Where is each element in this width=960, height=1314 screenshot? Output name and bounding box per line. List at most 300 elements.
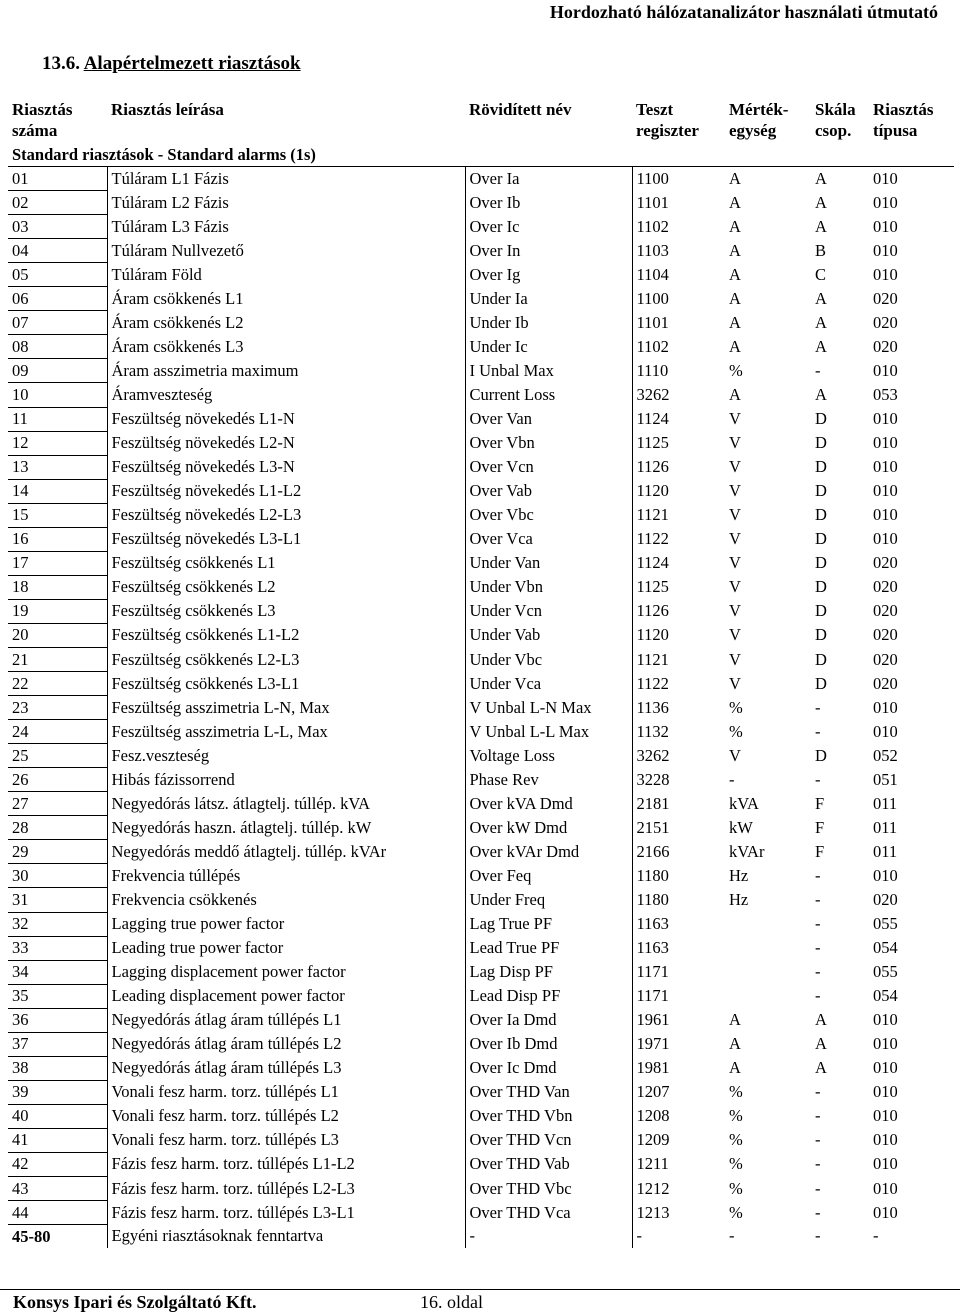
cell-alarm-description: Feszültség asszimetria L-L, Max [107,720,465,744]
cell-alarm-type: 055 [873,914,898,934]
cell-unit: V [729,457,741,477]
cell-alarm-number: 02 [8,191,107,215]
cell-scale-group: - [815,697,821,717]
cell-test-register: 1101 [632,191,725,215]
cell-scale-group: A [815,312,827,332]
cell-scale-group: A [815,288,827,308]
cell-unit: V [729,673,741,693]
cell-unit: V [729,529,741,549]
cell-scale-group: D [815,409,827,429]
table-row [8,431,954,455]
cell-alarm-type: 010 [873,1082,898,1102]
cell-alarm-description: Negyedórás átlag áram túllépés L1 [107,1008,465,1032]
table-row [8,888,954,912]
cell-alarm-type: 010 [873,505,898,525]
table-row [8,503,954,527]
table-row [8,984,954,1008]
cell-alarm-type: 020 [873,312,898,332]
cell-alarm-description: Feszültség növekedés L2-N [107,431,465,455]
cell-alarm-type: 020 [873,577,898,597]
table-row [8,1080,954,1104]
table-row [8,744,954,768]
cell-alarm-type: 020 [873,889,898,909]
cell-alarm-number: 41 [8,1128,107,1152]
cell-short-name: Under Ic [465,335,632,359]
cell-short-name: Over THD Vcn [465,1128,632,1152]
cell-alarm-number: 11 [8,407,107,431]
cell-alarm-number: 13 [8,455,107,479]
cell-alarm-number: 07 [8,311,107,335]
cell-short-name: Over Vab [465,479,632,503]
table-row [8,191,954,215]
table-row [8,912,954,936]
cell-alarm-description: Frekvencia túllépés [107,864,465,888]
cell-alarm-number: 30 [8,864,107,888]
cell-alarm-type: 051 [873,769,898,789]
cell-alarm-type: 010 [873,1106,898,1126]
cell-alarm-description: Feszültség növekedés L3-N [107,455,465,479]
cell-unit: % [729,1202,743,1222]
cell-test-register: 1104 [632,263,725,287]
cell-test-register: 1125 [632,575,725,599]
cell-alarm-description: Fázis fesz harm. torz. túllépés L2-L3 [107,1177,465,1201]
cell-alarm-number: 40 [8,1104,107,1128]
cell-short-name: Under Vcn [465,599,632,623]
cell-test-register: 1126 [632,599,725,623]
document-header: Hordozható hálózatanalizátor használati útmutató [549,2,938,22]
cell-scale-group: - [815,914,821,934]
cell-alarm-description: Feszültség csökkenés L3 [107,599,465,623]
cell-alarm-type: 020 [873,336,898,356]
cell-alarm-number: 17 [8,551,107,575]
cell-scale-group: - [815,1082,821,1102]
cell-alarm-type: 020 [873,288,898,308]
cell-scale-group: - [815,1154,821,1174]
cell-test-register: 1981 [632,1056,725,1080]
cell-short-name: Under Ia [465,287,632,311]
cell-unit: V [729,553,741,573]
table-row [8,479,954,503]
cell-alarm-type: 054 [873,938,898,958]
cell-alarm-type: 010 [873,457,898,477]
cell-unit: % [729,1130,743,1150]
table-row [8,263,954,287]
cell-test-register: 1110 [632,359,725,383]
cell-short-name: Under Ib [465,311,632,335]
cell-alarm-type: 010 [873,1034,898,1054]
cell-test-register: 3262 [632,744,725,768]
cell-alarm-type: 010 [873,264,898,284]
cell-short-name: Current Loss [465,383,632,407]
cell-test-register: 1126 [632,455,725,479]
cell-alarm-description: Feszültség csökkenés L1-L2 [107,623,465,647]
header-alarm-type: Riasztás típusa [873,100,934,140]
cell-test-register: 1102 [632,215,725,239]
cell-alarm-type: 020 [873,625,898,645]
cell-unit: V [729,601,741,621]
cell-unit: V [729,625,741,645]
group-label: Standard riasztások - Standard alarms (1s) [8,143,954,167]
cell-unit: A [729,312,741,332]
cell-alarm-type: 010 [873,1010,898,1030]
cell-short-name: V Unbal L-L Max [465,720,632,744]
cell-alarm-description: Fázis fesz harm. torz. túllépés L1-L2 [107,1152,465,1176]
table-row [8,1177,954,1201]
cell-unit: A [729,288,741,308]
cell-short-name: Over THD Van [465,1080,632,1104]
cell-unit [725,912,811,936]
cell-alarm-type: 010 [873,409,898,429]
header-alarm-description: Riasztás leírása [111,100,224,119]
cell-alarm-number: 33 [8,936,107,960]
table-row [8,359,954,383]
table-row [8,527,954,551]
cell-test-register: 1122 [632,672,725,696]
cell-unit: % [729,1082,743,1102]
cell-alarm-description: Feszültség növekedés L1-N [107,407,465,431]
cell-alarm-number: 01 [8,167,107,191]
cell-alarm-description: Frekvencia csökkenés [107,888,465,912]
cell-alarm-description: Lagging displacement power factor [107,960,465,984]
cell-alarm-type: - [873,1226,879,1246]
cell-alarm-description: Feszültség növekedés L3-L1 [107,527,465,551]
cell-alarm-type: 010 [873,697,898,717]
table-row [8,407,954,431]
cell-alarm-description: Hibás fázissorrend [107,768,465,792]
cell-alarm-number: 21 [8,647,107,671]
table-row [8,551,954,575]
cell-alarm-number: 43 [8,1177,107,1201]
cell-test-register: 3228 [632,768,725,792]
cell-alarm-number: 18 [8,575,107,599]
cell-test-register: 1102 [632,335,725,359]
cell-unit: Hz [729,889,749,909]
cell-alarm-description: Feszültség csökkenés L1 [107,551,465,575]
cell-alarm-type: 020 [873,601,898,621]
header-short-name: Rövidített név [469,100,572,119]
cell-test-register: 1209 [632,1128,725,1152]
table-row [8,239,954,263]
cell-short-name: Over kVA Dmd [465,792,632,816]
cell-alarm-description: Áramveszteség [107,383,465,407]
cell-alarm-type: 054 [873,986,898,1006]
cell-test-register: 1100 [632,167,725,191]
table-row [8,647,954,671]
table-row [8,840,954,864]
cell-test-register: - [632,1225,725,1249]
cell-unit: % [729,697,743,717]
cell-test-register: 1163 [632,912,725,936]
cell-scale-group: F [815,841,825,861]
cell-test-register: 1136 [632,696,725,720]
table-row [8,720,954,744]
cell-unit: V [729,505,741,525]
cell-alarm-number: 31 [8,888,107,912]
cell-alarm-description: Vonali fesz harm. torz. túllépés L1 [107,1080,465,1104]
cell-short-name: Lag Disp PF [465,960,632,984]
cell-short-name: Over Vbc [465,503,632,527]
cell-alarm-type: 053 [873,384,898,404]
cell-test-register: 1212 [632,1177,725,1201]
cell-alarm-number: 37 [8,1032,107,1056]
cell-test-register: 1121 [632,503,725,527]
cell-alarm-number: 26 [8,768,107,792]
cell-scale-group: D [815,577,827,597]
header-alarm-number: Riasztás száma [12,100,73,140]
cell-alarm-description: Fázis fesz harm. torz. túllépés L3-L1 [107,1201,465,1225]
cell-short-name: Over Vcn [465,455,632,479]
cell-unit: A [729,336,741,356]
cell-alarm-number: 09 [8,359,107,383]
cell-alarm-description: Leading displacement power factor [107,984,465,1008]
cell-alarm-number: 44 [8,1201,107,1225]
cell-scale-group: D [815,457,827,477]
cell-test-register: 1122 [632,527,725,551]
cell-scale-group: D [815,625,827,645]
cell-alarm-description: Leading true power factor [107,936,465,960]
cell-unit: V [729,649,741,669]
cell-test-register: 1163 [632,936,725,960]
cell-alarm-description: Túláram Föld [107,263,465,287]
header-unit: Mérték- egység [729,100,789,140]
table-row [8,696,954,720]
cell-alarm-description: Túláram L1 Fázis [107,167,465,191]
cell-test-register: 2181 [632,792,725,816]
cell-short-name: Lead Disp PF [465,984,632,1008]
cell-unit: A [729,384,741,404]
cell-scale-group: - [815,1130,821,1150]
cell-scale-group: D [815,529,827,549]
cell-unit: A [729,192,741,212]
cell-short-name: Under Freq [465,888,632,912]
cell-short-name: Under Vca [465,672,632,696]
cell-scale-group: - [815,1202,821,1222]
cell-alarm-number: 06 [8,287,107,311]
cell-scale-group: - [815,1178,821,1198]
cell-alarm-number: 45-80 [12,1226,51,1246]
cell-alarm-number: 04 [8,239,107,263]
footer-company: Konsys Ipari és Szolgáltató Kft. [13,1292,257,1312]
cell-test-register: 1124 [632,407,725,431]
cell-alarm-number: 20 [8,623,107,647]
cell-scale-group: C [815,264,827,284]
table-row [8,311,954,335]
table-row [8,599,954,623]
cell-alarm-type: 052 [873,745,898,765]
cell-short-name: Over Ia [465,167,632,191]
cell-scale-group: D [815,481,827,501]
cell-short-name: Over THD Vbn [465,1104,632,1128]
cell-alarm-type: 010 [873,1130,898,1150]
table-row [8,455,954,479]
cell-scale-group: A [815,216,827,236]
table-row [8,768,954,792]
cell-alarm-number: 27 [8,792,107,816]
table-row [8,167,954,191]
cell-scale-group: - [815,962,821,982]
cell-unit: V [729,745,741,765]
cell-alarm-description: Feszültség csökkenés L3-L1 [107,672,465,696]
cell-short-name: Under Vab [465,623,632,647]
cell-test-register: 1961 [632,1008,725,1032]
cell-alarm-description: Feszültség növekedés L1-L2 [107,479,465,503]
cell-test-register: 1132 [632,720,725,744]
cell-alarm-type: 010 [873,1058,898,1078]
cell-short-name: Under Van [465,551,632,575]
cell-test-register: 1100 [632,287,725,311]
cell-unit [725,936,811,960]
cell-scale-group: - [815,889,821,909]
section-number: 13.6. [42,53,80,74]
cell-alarm-number: 15 [8,503,107,527]
cell-alarm-type: 010 [873,433,898,453]
cell-alarm-number: 22 [8,672,107,696]
section-heading [42,53,301,75]
cell-alarm-description: Feszültség növekedés L2-L3 [107,503,465,527]
cell-unit: V [729,433,741,453]
cell-alarm-number: 39 [8,1080,107,1104]
cell-short-name: Over Ig [465,263,632,287]
cell-unit: A [729,1034,741,1054]
cell-scale-group: A [815,1010,827,1030]
cell-alarm-number: 29 [8,840,107,864]
table-row [8,1008,954,1032]
cell-alarm-number: 03 [8,215,107,239]
cell-unit: V [729,481,741,501]
cell-test-register: 1101 [632,311,725,335]
cell-unit: % [729,721,743,741]
cell-scale-group: A [815,1034,827,1054]
cell-test-register: 2151 [632,816,725,840]
table-row [8,215,954,239]
cell-unit: % [729,1178,743,1198]
footer-rule [0,1289,960,1290]
cell-test-register: 1180 [632,888,725,912]
cell-scale-group: - [815,1106,821,1126]
cell-alarm-type: 010 [873,865,898,885]
table-row [8,1104,954,1128]
cell-test-register: 1971 [632,1032,725,1056]
cell-alarm-number: 12 [8,431,107,455]
cell-alarm-type: 010 [873,1178,898,1198]
cell-unit: A [729,1058,741,1078]
cell-alarm-number: 23 [8,696,107,720]
cell-unit: % [729,360,743,380]
group-row [8,143,954,167]
cell-short-name: Over In [465,239,632,263]
cell-alarm-description: Túláram L3 Fázis [107,215,465,239]
table-row [8,575,954,599]
table-row [8,816,954,840]
cell-scale-group: A [815,384,827,404]
cell-short-name: Lag True PF [465,912,632,936]
cell-alarm-type: 010 [873,1154,898,1174]
cell-scale-group: - [815,986,821,1006]
cell-alarm-number: 36 [8,1008,107,1032]
cell-test-register: 2166 [632,840,725,864]
table-row [8,287,954,311]
cell-alarm-description: Áram asszimetria maximum [107,359,465,383]
cell-short-name: Voltage Loss [465,744,632,768]
cell-alarm-number: 14 [8,479,107,503]
table-row [8,1056,954,1080]
cell-scale-group: A [815,336,827,356]
cell-unit: A [729,216,741,236]
cell-test-register: 1120 [632,623,725,647]
cell-alarm-description: Negyedórás látsz. átlagtelj. túllép. kVA [107,792,465,816]
cell-alarm-number: 25 [8,744,107,768]
cell-short-name: Over THD Vbc [465,1177,632,1201]
cell-alarm-description: Egyéni riasztásoknak fenntartva [107,1225,465,1249]
table-row [8,792,954,816]
cell-alarm-description: Feszültség asszimetria L-N, Max [107,696,465,720]
cell-alarm-type: 010 [873,192,898,212]
cell-alarm-description: Negyedórás átlag áram túllépés L2 [107,1032,465,1056]
cell-unit: - [729,769,735,789]
cell-alarm-description: Lagging true power factor [107,912,465,936]
cell-scale-group: - [815,1226,821,1246]
cell-alarm-type: 010 [873,168,898,188]
cell-alarm-number: 08 [8,335,107,359]
cell-scale-group: F [815,793,825,813]
cell-alarm-number: 35 [8,984,107,1008]
cell-alarm-description: Vonali fesz harm. torz. túllépés L2 [107,1104,465,1128]
table-row [8,1225,954,1249]
cell-unit: V [729,577,741,597]
header-test-register: Teszt regiszter [636,100,699,140]
cell-unit: kW [729,817,753,837]
cell-short-name: Over Vca [465,527,632,551]
cell-alarm-type: 010 [873,216,898,236]
cell-alarm-description: Feszültség csökkenés L2 [107,575,465,599]
cell-short-name: V Unbal L-N Max [465,696,632,720]
cell-scale-group: D [815,649,827,669]
cell-alarm-description: Túláram Nullvezető [107,239,465,263]
cell-test-register: 1171 [632,984,725,1008]
cell-alarm-description: Áram csökkenés L3 [107,335,465,359]
cell-scale-group: - [815,865,821,885]
cell-scale-group: F [815,817,825,837]
cell-alarm-type: 011 [873,841,898,861]
cell-unit: V [729,409,741,429]
cell-short-name: Over Ib [465,191,632,215]
cell-short-name: Lead True PF [465,936,632,960]
cell-alarm-description: Negyedórás átlag áram túllépés L3 [107,1056,465,1080]
cell-test-register: 1208 [632,1104,725,1128]
cell-test-register: 1171 [632,960,725,984]
cell-test-register: 1125 [632,431,725,455]
cell-short-name: Phase Rev [465,768,632,792]
cell-alarm-type: 010 [873,240,898,260]
cell-alarm-number: 28 [8,816,107,840]
cell-short-name: I Unbal Max [465,359,632,383]
cell-scale-group: - [815,769,821,789]
cell-scale-group: A [815,168,827,188]
cell-alarm-type: 010 [873,1202,898,1222]
cell-test-register: 1120 [632,479,725,503]
cell-alarm-number: 10 [8,383,107,407]
table-row [8,383,954,407]
cell-short-name: Over Ib Dmd [465,1032,632,1056]
header-scale-group: Skála csop. [815,100,856,140]
cell-short-name: Under Vbc [465,647,632,671]
cell-unit: A [729,1010,741,1030]
cell-unit: A [729,240,741,260]
table-row [8,960,954,984]
cell-short-name: Over Ic Dmd [465,1056,632,1080]
cell-test-register: 1180 [632,864,725,888]
cell-scale-group: A [815,192,827,212]
